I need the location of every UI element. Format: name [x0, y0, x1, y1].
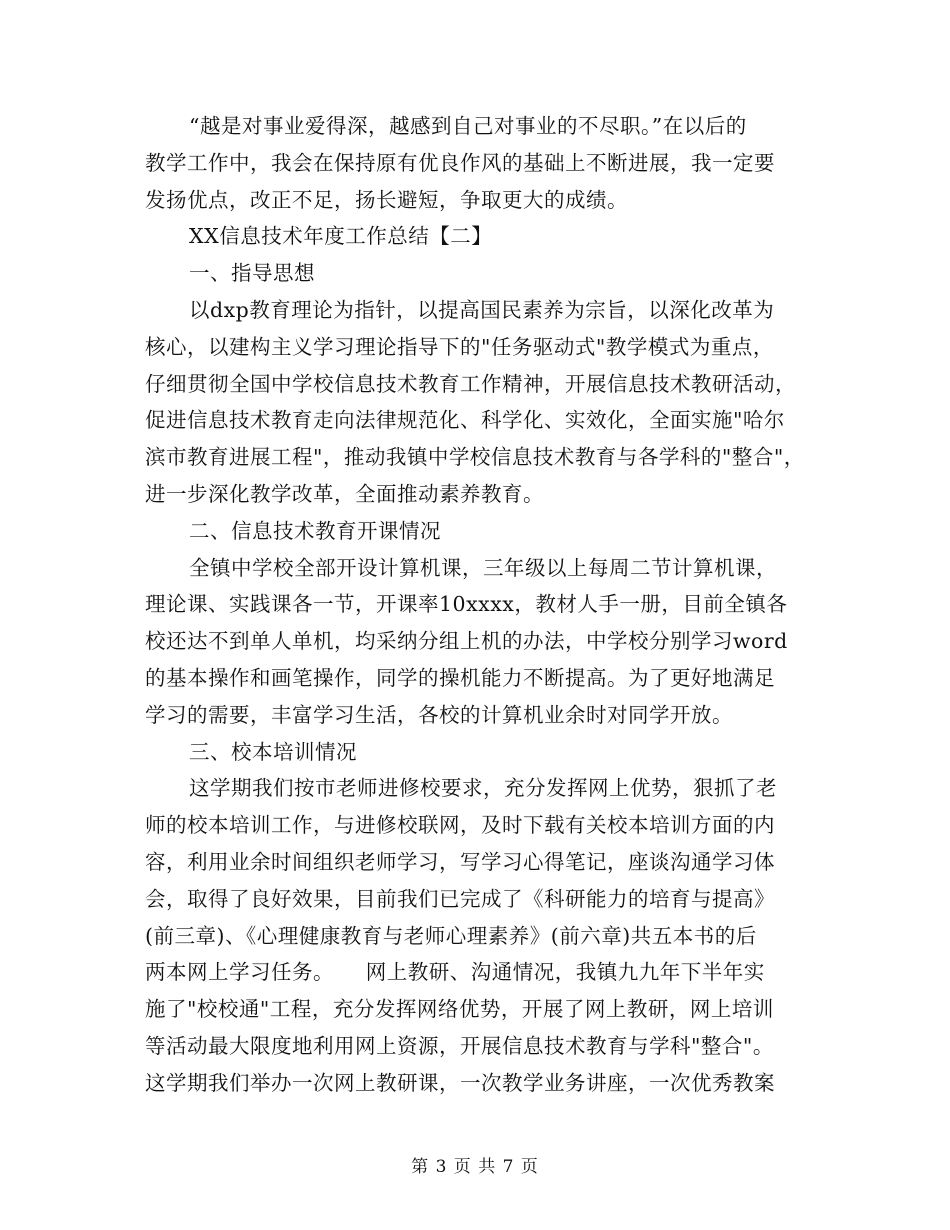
text-line: XX信息技术年度工作总结【二】	[189, 224, 493, 249]
text-line: (前三章)、《心理健康教育与老师心理素养》(前六章)共五本书的后	[145, 923, 757, 948]
text-line: 滨市教育进展工程"，推动我镇中学校信息技术教育与各学科的"整合"，	[145, 445, 805, 470]
page-number-footer: 第 3 页 共 7 页	[411, 1157, 539, 1177]
text-line: 以dxp教育理论为指针，以提高国民素养为宗旨，以深化改革为	[189, 297, 775, 322]
text-line: 仔细贯彻全国中学校信息技术教育工作精神，开展信息技术教研活动，	[145, 371, 796, 396]
text-line: 等活动最大限度地利用网上资源，开展信息技术教育与学科"整合"。	[145, 1033, 774, 1058]
text-line: 促进信息技术教育走向法律规范化、科学化、实效化，全面实施"哈尔	[145, 408, 785, 433]
text-line: 这学期我们按市老师进修校要求，充分发挥网上优势，狠抓了老	[189, 776, 777, 801]
text-line: 容，利用业余时间组织老师学习，写学习心得笔记，座谈沟通学习体	[145, 849, 775, 874]
text-line: 两本网上学习任务。 网上教研、沟通情况，我镇九九年下半年实	[145, 960, 765, 985]
text-line: 发扬优点，改正不足，扬长避短，争取更大的成绩。	[145, 187, 628, 212]
text-line: 这学期我们举办一次网上教研课，一次教学业务讲座，一次优秀教案	[145, 1070, 775, 1095]
text-line: 学习的需要，丰富学习生活，各校的计算机业余时对同学开放。	[145, 702, 733, 727]
text-line: 施了"校校通"工程，充分发挥网络优势，开展了网上教研，网上培训	[145, 997, 774, 1022]
text-line: 一、指导思想	[189, 261, 315, 286]
text-line: 教学工作中，我会在保持原有优良作风的基础上不断进展，我一定要	[145, 150, 775, 175]
text-line: 的基本操作和画笔操作，同学的操机能力不断提高。为了更好地满足	[145, 665, 775, 690]
text-line: 理论课、实践课各一节，开课率10xxxx，教材人手一册，目前全镇各	[145, 592, 788, 617]
text-line: 三、校本培训情况	[189, 739, 357, 764]
text-line: 进一步深化教学改革，全面推动素养教育。	[145, 481, 544, 506]
text-line: 会，取得了良好效果，目前我们已完成了《科研能力的培育与提高》	[145, 886, 775, 911]
text-line: 全镇中学校全部开设计算机课，三年级以上每周二节计算机课，	[189, 555, 777, 580]
text-line: 二、信息技术教育开课情况	[189, 518, 441, 543]
text-line: “越是对事业爱得深，越感到自己对事业的不尽职。”在以后的	[189, 114, 747, 138]
text-line: 校还达不到单人单机，均采纳分组上机的办法，中学校分别学习word	[145, 629, 788, 654]
document-body	[145, 108, 815, 1102]
text-line: 核心，以建构主义学习理论指导下的"任务驱动式"教学模式为重点，	[145, 334, 774, 359]
text-line: 师的校本培训工作，与进修校联网，及时下载有关校本培训方面的内	[145, 813, 775, 838]
